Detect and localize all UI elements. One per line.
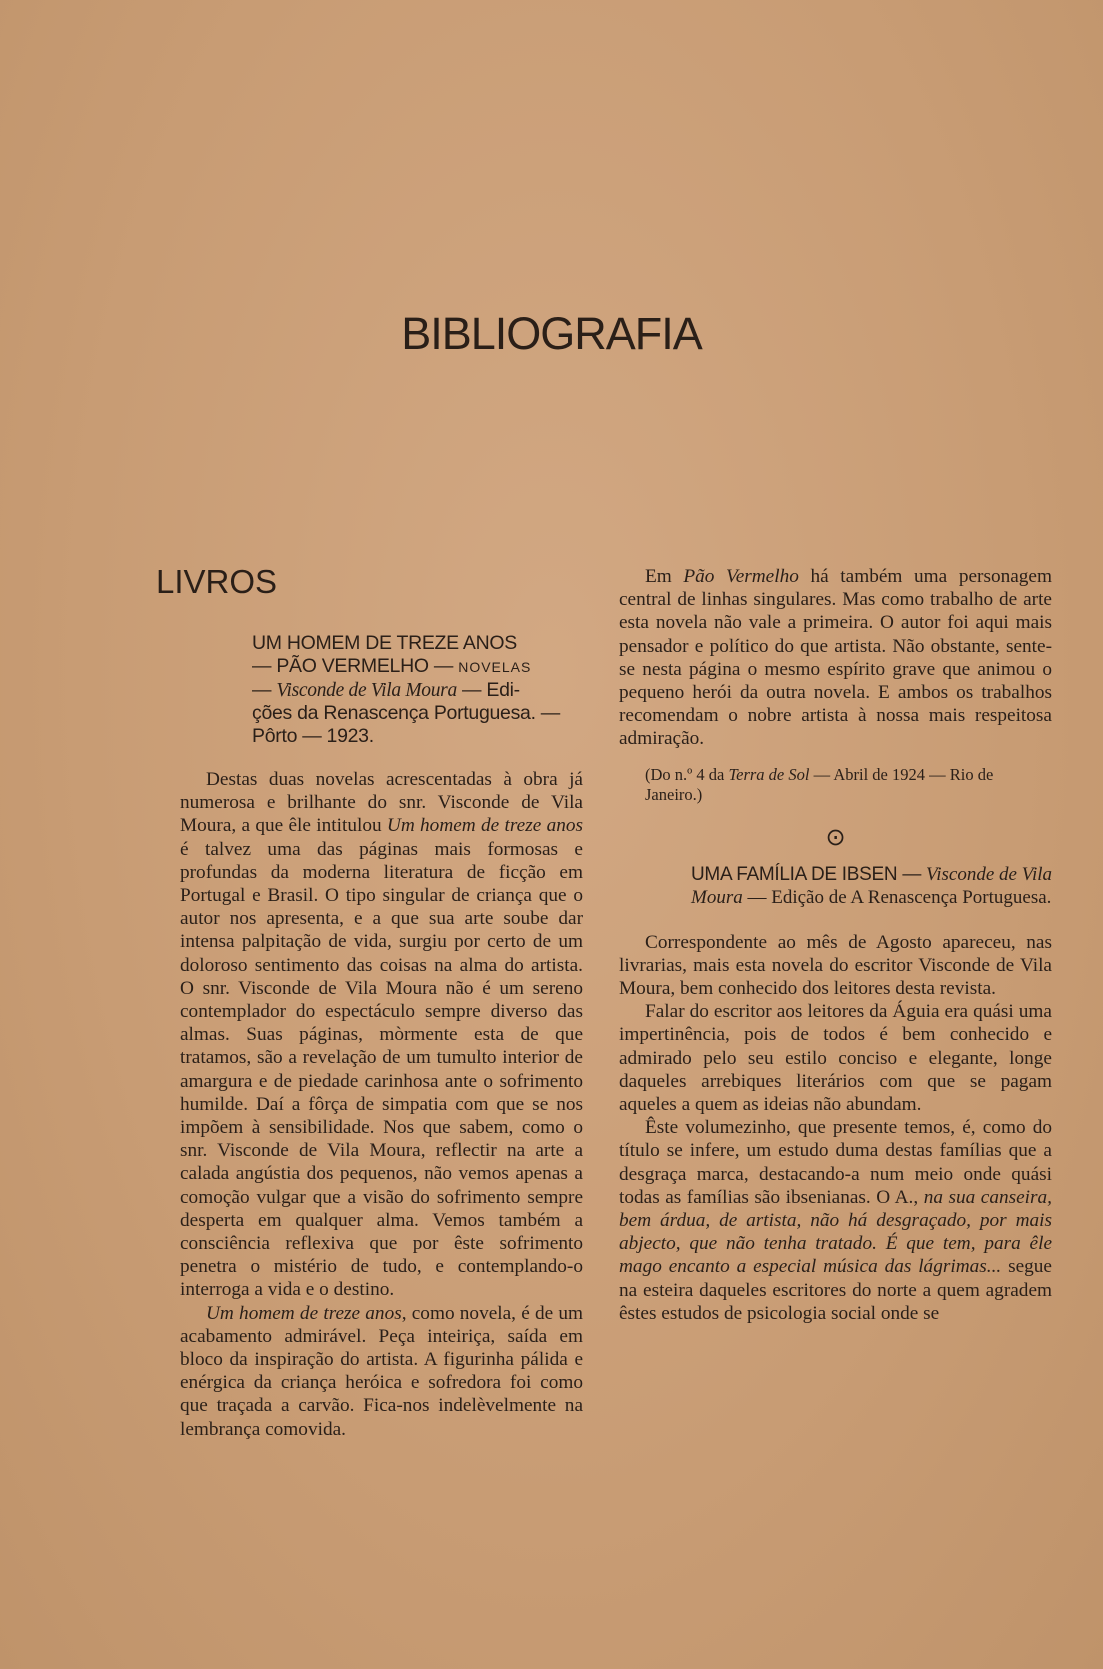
- review2-p3-a: Êste volumezinho, que presente temos, é, como do título se infere, um estudo duma destas famílias que a desgraça marca, destacando-a num meio onde quási todas as famílias são ibsenianas. O A.,: [619, 1117, 1052, 1208]
- right-column-content: [619, 565, 1052, 1325]
- page-title: BIBLIOGRAFIA: [401, 308, 702, 359]
- book1-line2: [252, 655, 583, 679]
- book2-title: UMA FAMÍLIA DE IBSEN —: [691, 863, 927, 885]
- section-divider-icon: ⊙: [825, 822, 846, 851]
- book1-line5: Pôrto — 1923.: [252, 725, 374, 747]
- book-reference-2: [619, 863, 1052, 909]
- review2-paragraph2: Falar do escritor aos leitores da Águia era quási uma impertinência, pois de todos é bem conhecido e admirado pelo seu estilo conciso e elegante, longe daqueles arrebiques literários com que se pagam aqueles a quem as ideias não abundam.: [619, 1001, 1052, 1116]
- review1-p1-b: é talvez uma das páginas mais formosas e profundas da moderna literatura de ficção em Portugal e Brasil. O tipo singular de criança que o autor nos apresenta, e a que sua arte soube dar intensa palpitação de vida, surgiu por certo de um doloroso sentimento das coisas na alma do artista. O snr. Visconde de Vila Moura não é um sereno contemplador do espectáculo sempre diverso das almas. Suas páginas, mòrmente esta de que tratamos, são a revelação de um tumulto interior de amargura e de piedade carinhosa ante o sofrimento humilde. Daí a fôrça de simpatia com que se nos impõem à sensibilidade. Nos que sabem, como o snr. Visconde de Vila Moura, reflectir na arte a calada angústia dos pequenos, não vemos apenas a comoção vulgar que a visão do sofrimento sempre desperta em qualquer alma. Vemos também a consciência reflexiva que por êste sofrimento penetra o mistério de tudo, e contemplando-o interroga a vida e o destino.: [180, 838, 583, 1301]
- left-column: [180, 632, 583, 1441]
- book2-rest: — Edição de A Renascença Portuguesa.: [742, 886, 1052, 908]
- book1-line3-rest: — Edi-: [456, 679, 520, 701]
- review2-paragraph1: Correspondente ao mês de Agosto apareceu, nas livrarias, mais esta novela do escritor Visconde de Vila Moura, bem conhecido dos leitores desta revista.: [619, 931, 1052, 1000]
- review1-p3-title: Pão Vermelho: [683, 566, 799, 587]
- review1-p1-title: Um homem de treze anos: [386, 815, 583, 837]
- note-a: (Do n.º 4 da: [645, 764, 729, 784]
- book-reference-1: [180, 632, 583, 748]
- note-title: Terra de Sol: [728, 764, 810, 784]
- review1-source-note: [645, 765, 1052, 805]
- book1-line2-prefix: — PÃO VERMELHO —: [252, 655, 459, 677]
- review1-paragraph3: [619, 565, 1052, 751]
- review1-p3-b: há também uma personagem central de linhas singulares. Mas como trabalho de arte esta novela não vale a primeira. O autor foi aqui mais pensador e político do que artista. Não obstante, sente-se nesta página o mesmo espírito grave que animou o pequeno herói da outra novela. E ambos os trabalhos recomendam o nobre artista à nossa mais respeitosa admiração.: [619, 566, 1052, 750]
- book1-genre: NOVELAS: [458, 659, 532, 675]
- review2-p3-quote: na sua canseira, bem árdua, de artista, não há desgraçado, por mais abjecto, que não tenha tratado. É que tem, para êle mago encanto a especial música das lágrimas...: [619, 1186, 1052, 1278]
- review2-paragraph3: [619, 1116, 1052, 1325]
- book1-line4: ções da Renascença Portuguesa. —: [252, 702, 561, 724]
- note-b: — Abril de 1924 — Rio de Janeiro.): [645, 764, 994, 804]
- review1-paragraph2: [180, 1302, 583, 1441]
- book2-author: Visconde de Vila Moura: [691, 863, 1053, 908]
- book1-author: Visconde de Vila Moura: [276, 680, 457, 701]
- review1-p2-a: , como novela, é de um acabamento admirável. Peça inteiriça, saída em bloco da inspiração do artista. A figurinha pálida e enérgica da criança heróica e sofredora foi como que traçada a carvão. Fica-nos indelèvelmente na lembrança comovida.: [180, 1302, 583, 1440]
- review2-p3-b: segue na esteira daqueles escritores do norte a quem agradem êstes estudos de psicologia social onde se: [619, 1256, 1052, 1324]
- review1-paragraph1: [180, 768, 583, 1302]
- review1-p1-a: Destas duas novelas acrescentadas à obra já numerosa e brilhante do snr. Visconde de Vila Moura, a que êle intitulou: [180, 769, 583, 837]
- book1-line3: [252, 679, 583, 702]
- review1-p3-a: Em: [645, 566, 684, 587]
- section-heading: LIVROS: [156, 563, 278, 600]
- review1-p2-title: Um homem de treze anos: [206, 1302, 402, 1324]
- book1-line1: UM HOMEM DE TREZE ANOS: [252, 632, 517, 654]
- book1-dash: —: [252, 679, 277, 701]
